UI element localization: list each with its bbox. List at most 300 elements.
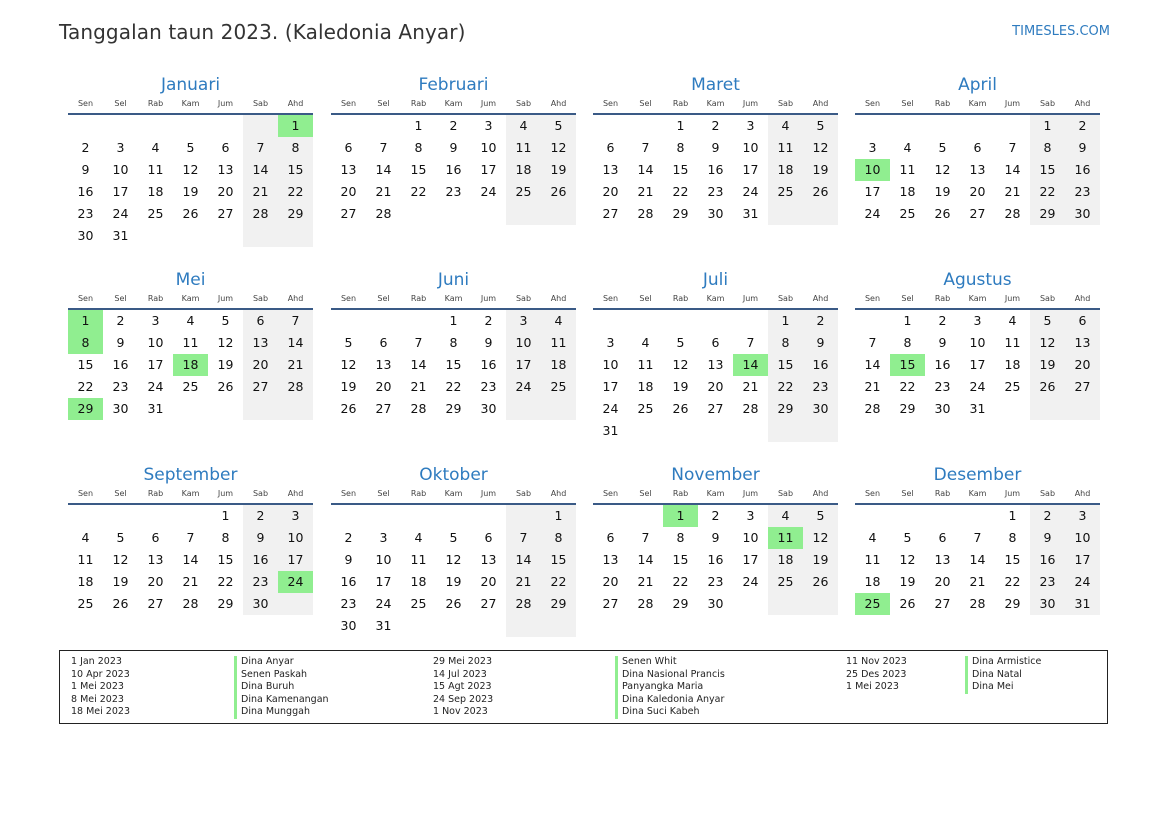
weekday-header — [855, 99, 1100, 115]
month-mei — [68, 270, 313, 420]
day-cell: 24 — [112, 206, 129, 221]
week-row — [331, 354, 576, 376]
day-cell: 3 — [868, 140, 877, 155]
day-cell: 27 — [375, 401, 392, 416]
empty-cell — [925, 505, 960, 527]
site-link[interactable]: TIMESLES.COM — [1012, 24, 1110, 39]
day-cell: 23 — [934, 379, 951, 394]
weekday-label: Kam — [444, 489, 463, 498]
day-cell: 27 — [243, 376, 278, 398]
empty-cell — [733, 420, 768, 442]
day-cell: 11 — [864, 552, 881, 567]
day-cell: 20 — [340, 184, 357, 199]
day-cell: 1 — [663, 505, 698, 527]
day-cell: 13 — [602, 162, 619, 177]
day-cell: 26 — [934, 206, 951, 221]
day-cell: 25 — [541, 376, 576, 398]
empty-cell — [663, 310, 698, 332]
day-cell: 25 — [768, 181, 803, 203]
weekday-label: Rab — [147, 99, 164, 108]
weekday-label: Kam — [706, 294, 725, 303]
day-cell: 2 — [344, 530, 353, 545]
day-cell: 8 — [676, 140, 685, 155]
week-row — [68, 549, 313, 571]
day-cell: 19 — [672, 379, 689, 394]
week-row — [331, 159, 576, 181]
legend-holiday-name: Dina Suci Kabeh — [615, 706, 725, 719]
weekday-header — [593, 294, 838, 310]
day-cell: 31 — [147, 401, 164, 416]
empty-cell — [401, 203, 436, 225]
week-row — [331, 615, 576, 637]
day-cell: 16 — [707, 162, 724, 177]
day-cell: 1 — [768, 310, 803, 332]
day-cell: 4 — [414, 530, 423, 545]
legend-date-column — [846, 656, 907, 694]
day-cell: 14 — [410, 357, 427, 372]
weekday-label: Sen — [602, 294, 619, 303]
day-cell: 2 — [711, 118, 720, 133]
day-cell: 25 — [768, 571, 803, 593]
weekday-label: Jum — [217, 99, 234, 108]
day-cell: 17 — [147, 357, 164, 372]
weekday-label: Jum — [742, 99, 759, 108]
day-cell: 3 — [484, 118, 493, 133]
day-cell: 31 — [602, 423, 619, 438]
day-cell: 18 — [147, 184, 164, 199]
empty-cell — [663, 420, 698, 442]
day-cell: 9 — [243, 527, 278, 549]
day-cell: 15 — [445, 357, 462, 372]
day-cell: 11 — [182, 335, 199, 350]
day-cell: 20 — [707, 379, 724, 394]
day-cell: 10 — [506, 332, 541, 354]
day-cell: 12 — [182, 162, 199, 177]
week-row — [68, 593, 313, 615]
empty-cell — [401, 310, 436, 332]
day-cell: 22 — [445, 379, 462, 394]
legend-date: 15 Agt 2023 — [433, 681, 492, 692]
empty-cell — [173, 505, 208, 527]
page-title: Tanggalan taun 2023. (Kaledonia Anyar) — [59, 20, 466, 44]
empty-cell — [768, 203, 803, 225]
day-cell: 9 — [803, 332, 838, 354]
month-name: Maret — [691, 75, 740, 95]
day-cell: 29 — [541, 593, 576, 615]
day-cell: 15 — [410, 162, 427, 177]
week-row — [855, 549, 1100, 571]
day-cell: 31 — [375, 618, 392, 633]
day-cell: 9 — [484, 335, 493, 350]
day-cell: 23 — [1030, 571, 1065, 593]
day-cell: 18 — [173, 354, 208, 376]
month-name: Februari — [418, 75, 489, 95]
weekday-label: Kam — [706, 99, 725, 108]
day-cell: 19 — [934, 184, 951, 199]
weekday-label: Sab — [1039, 489, 1056, 498]
week-row — [855, 593, 1100, 615]
day-cell: 22 — [672, 184, 689, 199]
day-cell: 27 — [602, 206, 619, 221]
day-cell: 16 — [1065, 159, 1100, 181]
legend-holiday-name: Dina Kamenangan — [234, 694, 329, 707]
day-cell: 1 — [68, 310, 103, 332]
week-row — [68, 181, 313, 203]
day-cell: 28 — [864, 401, 881, 416]
day-cell: 2 — [116, 313, 125, 328]
legend-holiday-name: Senen Paskah — [234, 669, 329, 682]
day-cell: 4 — [506, 115, 541, 137]
day-cell: 24 — [969, 379, 986, 394]
day-cell: 28 — [969, 596, 986, 611]
weekday-label: Sab — [1039, 294, 1056, 303]
day-cell: 22 — [1004, 574, 1021, 589]
week-row — [593, 593, 838, 615]
weekday-label: Kam — [181, 294, 200, 303]
day-cell: 22 — [1030, 181, 1065, 203]
weekday-label: Sab — [777, 294, 794, 303]
day-cell: 19 — [112, 574, 129, 589]
week-row — [855, 310, 1100, 332]
day-cell: 6 — [151, 530, 160, 545]
day-cell: 13 — [243, 332, 278, 354]
day-cell: 18 — [768, 159, 803, 181]
weekday-label: Kam — [968, 294, 987, 303]
empty-cell — [803, 420, 838, 442]
week-row — [331, 376, 576, 398]
weekday-label: Rab — [934, 294, 951, 303]
empty-cell — [593, 115, 628, 137]
month-name: Juni — [437, 270, 470, 290]
week-row — [331, 181, 576, 203]
weekday-header — [331, 489, 576, 505]
empty-cell — [138, 115, 173, 137]
day-cell: 13 — [707, 357, 724, 372]
weekday-header — [593, 99, 838, 115]
day-cell: 5 — [186, 140, 195, 155]
empty-cell — [890, 115, 925, 137]
weekday-label: Ahd — [812, 99, 829, 108]
day-cell: 28 — [243, 203, 278, 225]
day-cell: 28 — [637, 206, 654, 221]
month-name: November — [671, 465, 760, 485]
day-cell: 22 — [278, 181, 313, 203]
empty-cell — [68, 505, 103, 527]
empty-cell — [628, 310, 663, 332]
day-cell: 23 — [77, 206, 94, 221]
day-cell: 16 — [1030, 549, 1065, 571]
day-cell: 17 — [864, 184, 881, 199]
legend-holiday-name: Dina Mei — [965, 681, 1041, 694]
empty-cell — [103, 505, 138, 527]
day-cell: 8 — [541, 527, 576, 549]
day-cell: 9 — [1065, 137, 1100, 159]
day-cell: 18 — [1004, 357, 1021, 372]
day-cell: 26 — [899, 596, 916, 611]
weekday-label: Sen — [864, 489, 881, 498]
day-cell: 24 — [278, 571, 313, 593]
day-cell: 31 — [969, 401, 986, 416]
day-cell: 16 — [445, 162, 462, 177]
day-cell: 30 — [1030, 593, 1065, 615]
day-cell: 9 — [116, 335, 125, 350]
day-cell: 25 — [147, 206, 164, 221]
day-cell: 8 — [278, 137, 313, 159]
day-cell: 5 — [344, 335, 353, 350]
holiday-legend — [59, 650, 1108, 724]
empty-cell — [366, 115, 401, 137]
empty-cell — [541, 203, 576, 225]
weekday-label: Kam — [706, 489, 725, 498]
week-row — [855, 354, 1100, 376]
day-cell: 21 — [182, 574, 199, 589]
day-cell: 15 — [1030, 159, 1065, 181]
day-cell: 14 — [864, 357, 881, 372]
legend-date-column — [71, 656, 130, 719]
day-cell: 21 — [243, 181, 278, 203]
day-cell: 23 — [480, 379, 497, 394]
legend-holiday-name: Dina Armistice — [965, 656, 1041, 669]
week-row — [593, 181, 838, 203]
legend-date: 1 Nov 2023 — [433, 706, 488, 717]
weekday-label: Jum — [1004, 489, 1021, 498]
week-row — [68, 505, 313, 527]
week-row — [855, 571, 1100, 593]
empty-cell — [68, 115, 103, 137]
day-cell: 31 — [1065, 593, 1100, 615]
day-cell: 10 — [112, 162, 129, 177]
day-cell: 7 — [186, 530, 195, 545]
day-cell: 29 — [68, 398, 103, 420]
empty-cell — [925, 115, 960, 137]
day-cell: 7 — [973, 530, 982, 545]
day-cell: 29 — [278, 203, 313, 225]
day-cell: 14 — [733, 354, 768, 376]
day-cell: 30 — [340, 618, 357, 633]
empty-cell — [960, 505, 995, 527]
day-cell: 13 — [375, 357, 392, 372]
empty-cell — [366, 310, 401, 332]
day-cell: 29 — [899, 401, 916, 416]
day-cell: 22 — [541, 571, 576, 593]
empty-cell — [331, 115, 366, 137]
weekday-label: Jum — [217, 294, 234, 303]
day-cell: 20 — [1065, 354, 1100, 376]
day-cell: 3 — [151, 313, 160, 328]
weekday-label: Rab — [147, 294, 164, 303]
empty-cell — [103, 115, 138, 137]
week-row — [855, 115, 1100, 137]
day-cell: 22 — [768, 376, 803, 398]
day-cell: 30 — [243, 593, 278, 615]
weekday-label: Sel — [377, 294, 390, 303]
day-cell: 1 — [1030, 115, 1065, 137]
empty-cell — [173, 225, 208, 247]
day-cell: 23 — [707, 184, 724, 199]
empty-cell — [855, 505, 890, 527]
legend-holiday-name: Dina Kaledonia Anyar — [615, 694, 725, 707]
day-cell: 12 — [112, 552, 129, 567]
day-cell: 5 — [449, 530, 458, 545]
weekday-label: Ahd — [550, 489, 567, 498]
empty-cell — [960, 115, 995, 137]
day-cell: 11 — [147, 162, 164, 177]
month-september — [68, 465, 313, 615]
day-cell: 17 — [742, 162, 759, 177]
weekday-header — [593, 489, 838, 505]
day-cell: 23 — [803, 376, 838, 398]
month-maret — [593, 75, 838, 225]
week-row — [593, 420, 838, 442]
day-cell: 14 — [182, 552, 199, 567]
day-cell: 18 — [77, 574, 94, 589]
weekday-label: Sab — [515, 99, 532, 108]
day-cell: 21 — [1004, 184, 1021, 199]
day-cell: 15 — [77, 357, 94, 372]
day-cell: 30 — [1065, 203, 1100, 225]
weekday-label: Rab — [147, 489, 164, 498]
day-cell: 19 — [445, 574, 462, 589]
day-cell: 18 — [864, 574, 881, 589]
day-cell: 10 — [602, 357, 619, 372]
month-name: Desember — [933, 465, 1022, 485]
weekday-label: Kam — [444, 99, 463, 108]
day-cell: 26 — [182, 206, 199, 221]
day-cell: 25 — [506, 181, 541, 203]
day-cell: 14 — [375, 162, 392, 177]
day-cell: 27 — [1065, 376, 1100, 398]
legend-date: 10 Apr 2023 — [71, 668, 130, 680]
empty-cell — [401, 615, 436, 637]
day-cell: 21 — [278, 354, 313, 376]
day-cell: 23 — [112, 379, 129, 394]
week-row — [331, 549, 576, 571]
empty-cell — [278, 593, 313, 615]
day-cell: 17 — [602, 379, 619, 394]
day-cell: 31 — [112, 228, 129, 243]
legend-holiday-name: Senen Whit — [615, 656, 725, 669]
day-cell: 9 — [344, 552, 353, 567]
week-row — [331, 332, 576, 354]
day-cell: 6 — [938, 530, 947, 545]
day-cell: 23 — [340, 596, 357, 611]
day-cell: 14 — [506, 549, 541, 571]
empty-cell — [278, 398, 313, 420]
day-cell: 28 — [506, 593, 541, 615]
empty-cell — [803, 593, 838, 615]
day-cell: 12 — [217, 335, 234, 350]
day-cell: 11 — [77, 552, 94, 567]
day-cell: 26 — [340, 401, 357, 416]
day-cell: 11 — [541, 332, 576, 354]
day-cell: 7 — [379, 140, 388, 155]
day-cell: 2 — [1030, 505, 1065, 527]
weekday-label: Sab — [252, 99, 269, 108]
empty-cell — [471, 615, 506, 637]
empty-cell — [890, 505, 925, 527]
empty-cell — [628, 420, 663, 442]
day-cell: 15 — [890, 354, 925, 376]
legend-date: 11 Nov 2023 — [846, 656, 907, 667]
day-cell: 12 — [934, 162, 951, 177]
day-cell: 15 — [541, 549, 576, 571]
day-cell: 13 — [1065, 332, 1100, 354]
week-row — [593, 310, 838, 332]
day-cell: 20 — [969, 184, 986, 199]
empty-cell — [995, 398, 1030, 420]
month-name: Oktober — [419, 465, 488, 485]
week-row — [68, 376, 313, 398]
day-cell: 4 — [768, 505, 803, 527]
day-cell: 8 — [414, 140, 423, 155]
month-agustus — [855, 270, 1100, 420]
day-cell: 12 — [803, 137, 838, 159]
day-cell: 6 — [379, 335, 388, 350]
day-cell: 7 — [414, 335, 423, 350]
week-row — [855, 203, 1100, 225]
week-row — [855, 159, 1100, 181]
legend-date: 1 Mei 2023 — [846, 681, 899, 692]
day-cell: 30 — [77, 228, 94, 243]
day-cell: 14 — [1004, 162, 1021, 177]
month-april — [855, 75, 1100, 225]
day-cell: 8 — [1030, 137, 1065, 159]
day-cell: 30 — [803, 398, 838, 420]
day-cell: 30 — [934, 401, 951, 416]
day-cell: 31 — [742, 206, 759, 221]
day-cell: 13 — [480, 552, 497, 567]
day-cell: 5 — [903, 530, 912, 545]
day-cell: 26 — [541, 181, 576, 203]
day-cell: 29 — [768, 398, 803, 420]
day-cell: 10 — [742, 530, 759, 545]
day-cell: 1 — [676, 118, 685, 133]
weekday-header — [331, 294, 576, 310]
day-cell: 25 — [1004, 379, 1021, 394]
day-cell: 11 — [637, 357, 654, 372]
day-cell: 19 — [182, 184, 199, 199]
day-cell: 24 — [480, 184, 497, 199]
empty-cell — [698, 310, 733, 332]
legend-date-column — [433, 656, 493, 719]
week-row — [593, 332, 838, 354]
week-row — [855, 398, 1100, 420]
month-name: Mei — [175, 270, 206, 290]
day-cell: 20 — [480, 574, 497, 589]
day-cell: 1 — [414, 118, 423, 133]
week-row — [593, 549, 838, 571]
weekday-label: Ahd — [812, 489, 829, 498]
day-cell: 6 — [221, 140, 230, 155]
day-cell: 6 — [1065, 310, 1100, 332]
empty-cell — [173, 398, 208, 420]
weekday-label: Ahd — [1074, 99, 1091, 108]
weekday-label: Sab — [252, 294, 269, 303]
empty-cell — [243, 115, 278, 137]
day-cell: 27 — [602, 596, 619, 611]
day-cell: 3 — [506, 310, 541, 332]
empty-cell — [243, 398, 278, 420]
weekday-label: Ahd — [287, 489, 304, 498]
day-cell: 8 — [221, 530, 230, 545]
week-row — [593, 505, 838, 527]
month-name: Juli — [702, 270, 729, 290]
weekday-label: Rab — [934, 489, 951, 498]
day-cell: 14 — [637, 552, 654, 567]
legend-date: 1 Mei 2023 — [71, 681, 124, 692]
weekday-header — [68, 294, 313, 310]
day-cell: 25 — [855, 593, 890, 615]
